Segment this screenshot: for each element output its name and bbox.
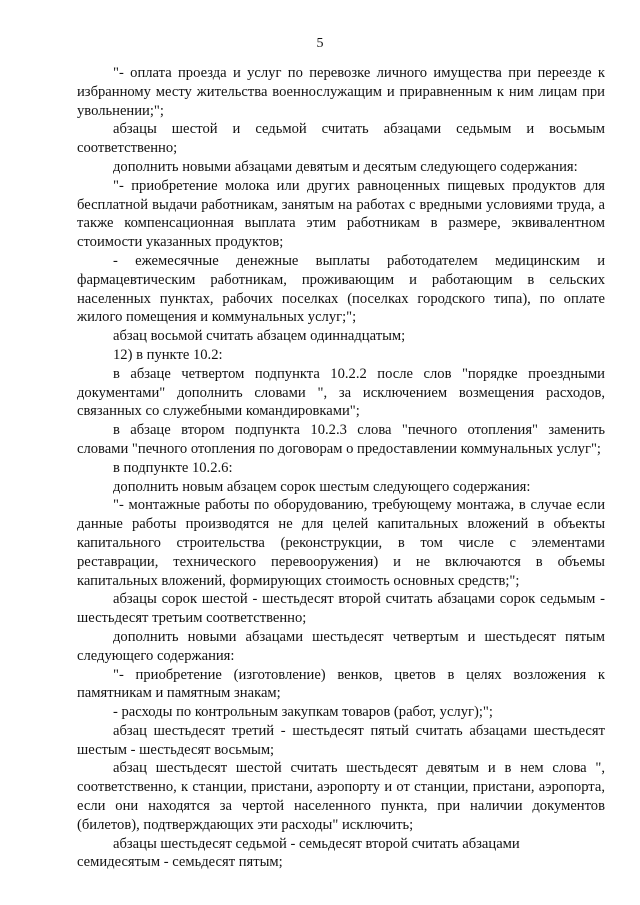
- paragraph: в подпункте 10.2.6:: [113, 459, 233, 476]
- paragraph: "- монтажные работы по оборудованию, требующему монтажа, в случае если данные работы производятся не для целей капитальных вложений в объекты капитального строительства (реконструкции, в том числе с элементами реставрации, технического перевооружения) и не включаются в объемы капитальных вложений, формирующих стоимость основных средств;";: [77, 497, 605, 589]
- paragraph: абзацы шестой и седьмой считать абзацами седьмым и восьмым соответственно;: [77, 121, 605, 157]
- paragraph: - расходы по контрольным закупкам товаров (работ, услуг);";: [113, 704, 493, 721]
- paragraph: дополнить новыми абзацами шестьдесят четвертым и шестьдесят пятым следующего содержания:: [77, 628, 605, 664]
- paragraph: - ежемесячные денежные выплаты работодателем медицинским и фармацевтическим работникам, проживающим и работающим в сельских населенных пунктах, рабочих поселках (поселках городского типа), по оплате жилого помещения и коммунальных услуг;";: [77, 252, 605, 326]
- paragraph: "- оплата проезда и услуг по перевозке личного имущества при переезде к избранному месту жительства военнослужащим и приравненным к ним лицам при увольнении;";: [77, 65, 605, 119]
- page-number: 5: [316, 36, 324, 51]
- paragraph: дополнить новым абзацем сорок шестым следующего содержания:: [113, 478, 531, 495]
- paragraph: абзац восьмой считать абзацем одиннадцатым;: [113, 328, 406, 345]
- paragraph: абзацы шестьдесят седьмой - семьдесят второй считать абзацами семидесятым - семьдесят пятым;: [77, 835, 520, 871]
- paragraph: абзац шестьдесят третий - шестьдесят пятый считать абзацами шестьдесят шестым - шестьдесят восьмым;: [77, 722, 605, 758]
- paragraph: дополнить новыми абзацами девятым и десятым следующего содержания:: [113, 158, 578, 175]
- paragraph: абзацы сорок шестой - шестьдесят второй считать абзацами сорок седьмым - шестьдесят третьим соответственно;: [77, 591, 605, 627]
- paragraph: "- приобретение молока или других равноценных пищевых продуктов для бесплатной выдачи работникам, занятым на работах с вредными условиями труда, а также компенсационная выплата этим работникам в размере, эквивалентном стоимости указанных продуктов;: [77, 177, 605, 251]
- document-body: [77, 64, 605, 872]
- paragraph: в абзаце втором подпункта 10.2.3 слова "печного отопления" заменить словами "печного отопления по договорам о предоставлении коммунальных услуг";: [77, 422, 605, 457]
- paragraph: "- приобретение (изготовление) венков, цветов в целях возложения к памятникам и памятным знакам;: [77, 666, 605, 702]
- paragraph: в абзаце четвертом подпункта 10.2.2 после слов "порядке проездными документами" дополнить словами ", за исключением возмещения расходов, связанных со служебными командировками";: [77, 365, 605, 420]
- paragraph: абзац шестьдесят шестой считать шестьдесят девятым и в нем слова ", соответственно, к станции, пристани, аэропорту и от станции, пристани, аэропорта, если они находятся за чертой населенного пункта, при наличии документов (билетов), подтверждающих эти расходы" исключить;: [77, 760, 605, 833]
- paragraph: 12) в пункте 10.2:: [113, 346, 223, 363]
